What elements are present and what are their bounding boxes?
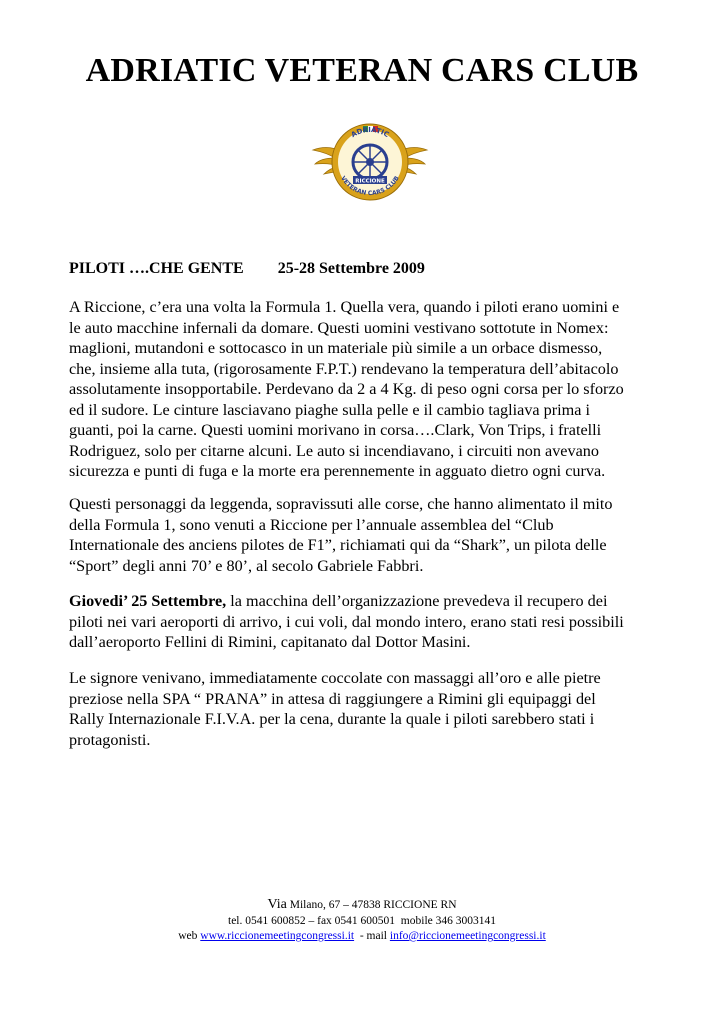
paragraph-line: dall’aeroporto Fellini di Rimini, capitanato dal Dottor Masini.	[69, 633, 471, 651]
paragraph-line: ed il sudore. Le cinture lasciavano piaghe sulla pelle e il cambio tagliava prima i	[69, 400, 590, 419]
paragraph-line: piloti nei vari aeroporti di arrivo, i cui voli, dal mondo intero, erano stati resi possibili	[69, 612, 624, 631]
paragraph-line: assolutamente insopportabile. Perdevano da 2 a 4 Kg. di peso ogni corsa per lo sforzo	[69, 380, 624, 398]
footer-phones: tel. 0541 600852 – fax 0541 600501 mobile 346 3003141	[228, 914, 496, 927]
paragraph-line: maglioni, mutandoni e sottocasco in un materiale più simile a un orbace dismesso,	[69, 339, 603, 357]
footer-mail-prefix: - mail	[354, 930, 390, 942]
paragraph-legends	[69, 494, 659, 576]
paragraph-line: sicurezza e punti di fuga e la morte era perennemente in agguato dietro ogni curva.	[69, 462, 606, 480]
email-link[interactable]: info@riccionemeetingcongressi.it	[389, 930, 546, 942]
paragraph-intro	[69, 297, 659, 482]
club-emblem-icon	[309, 116, 431, 204]
paragraph-line: A Riccione, c’era una volta la Formula 1. Quella vera, quando i piloti erano uomini e	[69, 298, 620, 316]
paragraph-line: Questi personaggi da leggenda, sopravissuti alle corse, che hanno alimentato il mito	[69, 495, 613, 513]
paragraph-line: Rodriguez, solo per citarne alcuni. Le auto si incendiavano, i circuiti non avevano	[69, 441, 599, 460]
paragraph-line: preziose nella SPA “ PRANA” in attesa di raggiungere a Rimini gli equipaggi del	[69, 689, 596, 708]
paragraph-thursday	[69, 591, 659, 653]
footer-address-line	[0, 897, 724, 914]
subject-dates: 25-28 Settembre 2009	[277, 260, 425, 277]
paragraph-line: Rally Internazionale F.I.V.A. per la cena, durante la quale i piloti sarebbero stati i	[69, 710, 595, 728]
page-title: ADRIATIC VETERAN CARS CLUB	[85, 52, 639, 89]
paragraph-line: guanti, poi la carne. Questi uomini morivano in corsa….Clark, Von Trips, i fratelli	[69, 421, 602, 439]
paragraph-line: Le signore venivano, immediatamente coccolate con massaggi all’oro e alle pietre	[69, 669, 601, 687]
paragraph-line	[69, 591, 659, 612]
footer-address: Milano, 67 – 47838 RICCIONE RN	[289, 899, 457, 911]
club-logo	[309, 116, 431, 204]
paragraph-line: “Sport” degli anni 70’ e 80’, al secolo Gabriele Fabbri.	[69, 556, 424, 575]
paragraph-line: Internationale des anciens pilotes de F1”, richiamati qui da “Shark”, un pilota delle	[69, 536, 607, 554]
website-link[interactable]: www.riccionemeetingcongressi.it	[200, 930, 355, 942]
page-footer	[0, 897, 724, 945]
paragraph-line: le auto macchine infernali da domare. Questi uomini vestivano sottotute in Nomex:	[69, 318, 609, 337]
thursday-date-label: Giovedi’ 25 Settembre,	[69, 592, 227, 610]
footer-web-prefix: web	[178, 930, 201, 942]
paragraph-text: la macchina dell’organizzazione prevedeva il recupero dei	[226, 592, 608, 610]
paragraph-line: che, insieme alla tuta, (rigorosamente F.P.T.) rendevano la temperatura dell’abitacolo	[69, 359, 619, 378]
paragraph-line: protagonisti.	[69, 730, 151, 749]
footer-via: Via	[267, 897, 287, 912]
logo-center-text: RICCIONE	[355, 178, 385, 185]
subject-line	[69, 260, 425, 278]
subject-heading: PILOTI ….CHE GENTE	[69, 260, 244, 277]
paragraph-line: della Formula 1, sono venuti a Riccione per l’annuale assemblea del “Club	[69, 515, 554, 534]
footer-contacts	[0, 929, 724, 945]
logo-top-text: ADRIATIC	[349, 125, 391, 140]
logo-bottom-text: VETERAN CARS CLUB	[339, 175, 401, 198]
paragraph-ladies	[69, 668, 659, 750]
